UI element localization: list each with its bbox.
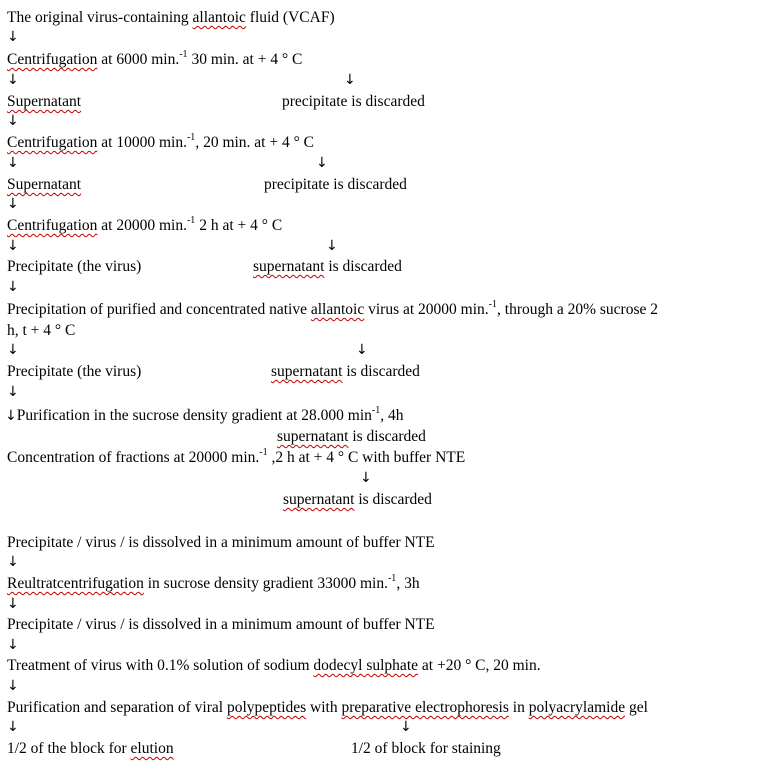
step-precipitate-virus-1: Precipitate (the virus) bbox=[7, 258, 142, 275]
flow-arrow-down-icon: ↓ bbox=[7, 719, 19, 735]
discard-arrow-down-icon: ↓ bbox=[356, 342, 368, 358]
discard-arrow-down-icon: ↓ bbox=[316, 155, 328, 171]
discard-arrow-down-icon: ↓ bbox=[344, 72, 356, 88]
step-discard-supernatant-1: supernatant is discarded bbox=[253, 258, 402, 275]
step-precipitation-sucrose-cont: h, t + 4 ° C bbox=[7, 322, 76, 339]
step-centrifugation-20000: Centrifugation at 20000 min.$^{-1}$ 2 h at + 4 ° C bbox=[7, 214, 283, 234]
step-precipitation-sucrose: Precipitation of purified and concentrated native allantoic virus at 20000 min.$^{-1}$, through a 20% sucrose 2 bbox=[7, 298, 659, 318]
step-gradient-purification: ↓Purification in the sucrose density gradient at 28.000 $\min^{-1}$, 4h bbox=[5, 404, 404, 424]
flow-arrow-down-icon: ↓ bbox=[7, 637, 19, 653]
inline-arrow-down-icon: ↓ bbox=[5, 408, 17, 424]
step-supernatant-2: Supernatant bbox=[7, 176, 82, 193]
flow-arrow-down-icon: ↓ bbox=[7, 596, 19, 612]
step-sds-treatment: Treatment of virus with 0.1% solution of sodium dodecyl sulphate at +20 ° C, 20 min. bbox=[7, 657, 541, 674]
step-discard-precipitate-1: precipitate is discarded bbox=[282, 93, 425, 110]
step-supernatant-1: Supernatant bbox=[7, 93, 82, 110]
step-discard-supernatant-2: supernatant is discarded bbox=[271, 363, 420, 380]
step-dissolve-2: Precipitate / virus / is dissolved in a minimum amount of buffer NTE bbox=[7, 616, 435, 633]
discard-arrow-down-icon: ↓ bbox=[360, 470, 372, 486]
step-source-fluid: The original virus-containing allantoic fluid (VCAF) bbox=[7, 9, 335, 26]
flow-arrow-down-icon: ↓ bbox=[7, 384, 19, 400]
flow-arrow-down-icon: ↓ bbox=[7, 29, 19, 45]
flow-arrow-down-icon: ↓ bbox=[7, 72, 19, 88]
step-block-staining: 1/2 of block for staining bbox=[351, 740, 501, 757]
step-precipitate-virus-2: Precipitate (the virus) bbox=[7, 363, 142, 380]
step-centrifugation-6000: Centrifugation at 6000 min.$^{-1}$ 30 min. at + 4 ° C bbox=[7, 48, 303, 68]
step-reultracentrifugation: Reultratcentrifugation in sucrose density gradient 33000 min.$^{-1}$, 3h bbox=[7, 572, 420, 592]
flow-arrow-down-icon: ↓ bbox=[7, 554, 19, 570]
flow-arrow-down-icon: ↓ bbox=[7, 238, 19, 254]
step-dissolve-1: Precipitate / virus / is dissolved in a minimum amount of buffer NTE bbox=[7, 534, 435, 551]
branch-arrow-down-icon: ↓ bbox=[400, 719, 412, 735]
flow-arrow-down-icon: ↓ bbox=[7, 155, 19, 171]
step-discard-precipitate-2: precipitate is discarded bbox=[264, 176, 407, 193]
flow-arrow-down-icon: ↓ bbox=[7, 678, 19, 694]
discard-arrow-down-icon: ↓ bbox=[326, 238, 338, 254]
step-concentration-fractions: Concentration of fractions at 20000 min.$^{-1}$ ,2 h at + 4 ° C with buffer NTE bbox=[7, 446, 466, 466]
step-centrifugation-10000: Centrifugation at 10000 min.$^{-1}$, 20 min. at + 4 ° C bbox=[7, 131, 315, 151]
step-block-elution: 1/2 of the block for elution bbox=[7, 740, 174, 757]
step-discard-supernatant-3: supernatant is discarded bbox=[277, 428, 426, 445]
flow-arrow-down-icon: ↓ bbox=[7, 113, 19, 129]
flow-arrow-down-icon: ↓ bbox=[7, 196, 19, 212]
flow-arrow-down-icon: ↓ bbox=[7, 279, 19, 295]
step-electrophoresis: Purification and separation of viral polypeptides with preparative electrophoresis in polyacrylamide gel bbox=[7, 699, 648, 716]
flow-arrow-down-icon: ↓ bbox=[7, 342, 19, 358]
step-discard-supernatant-4: supernatant is discarded bbox=[283, 491, 432, 508]
